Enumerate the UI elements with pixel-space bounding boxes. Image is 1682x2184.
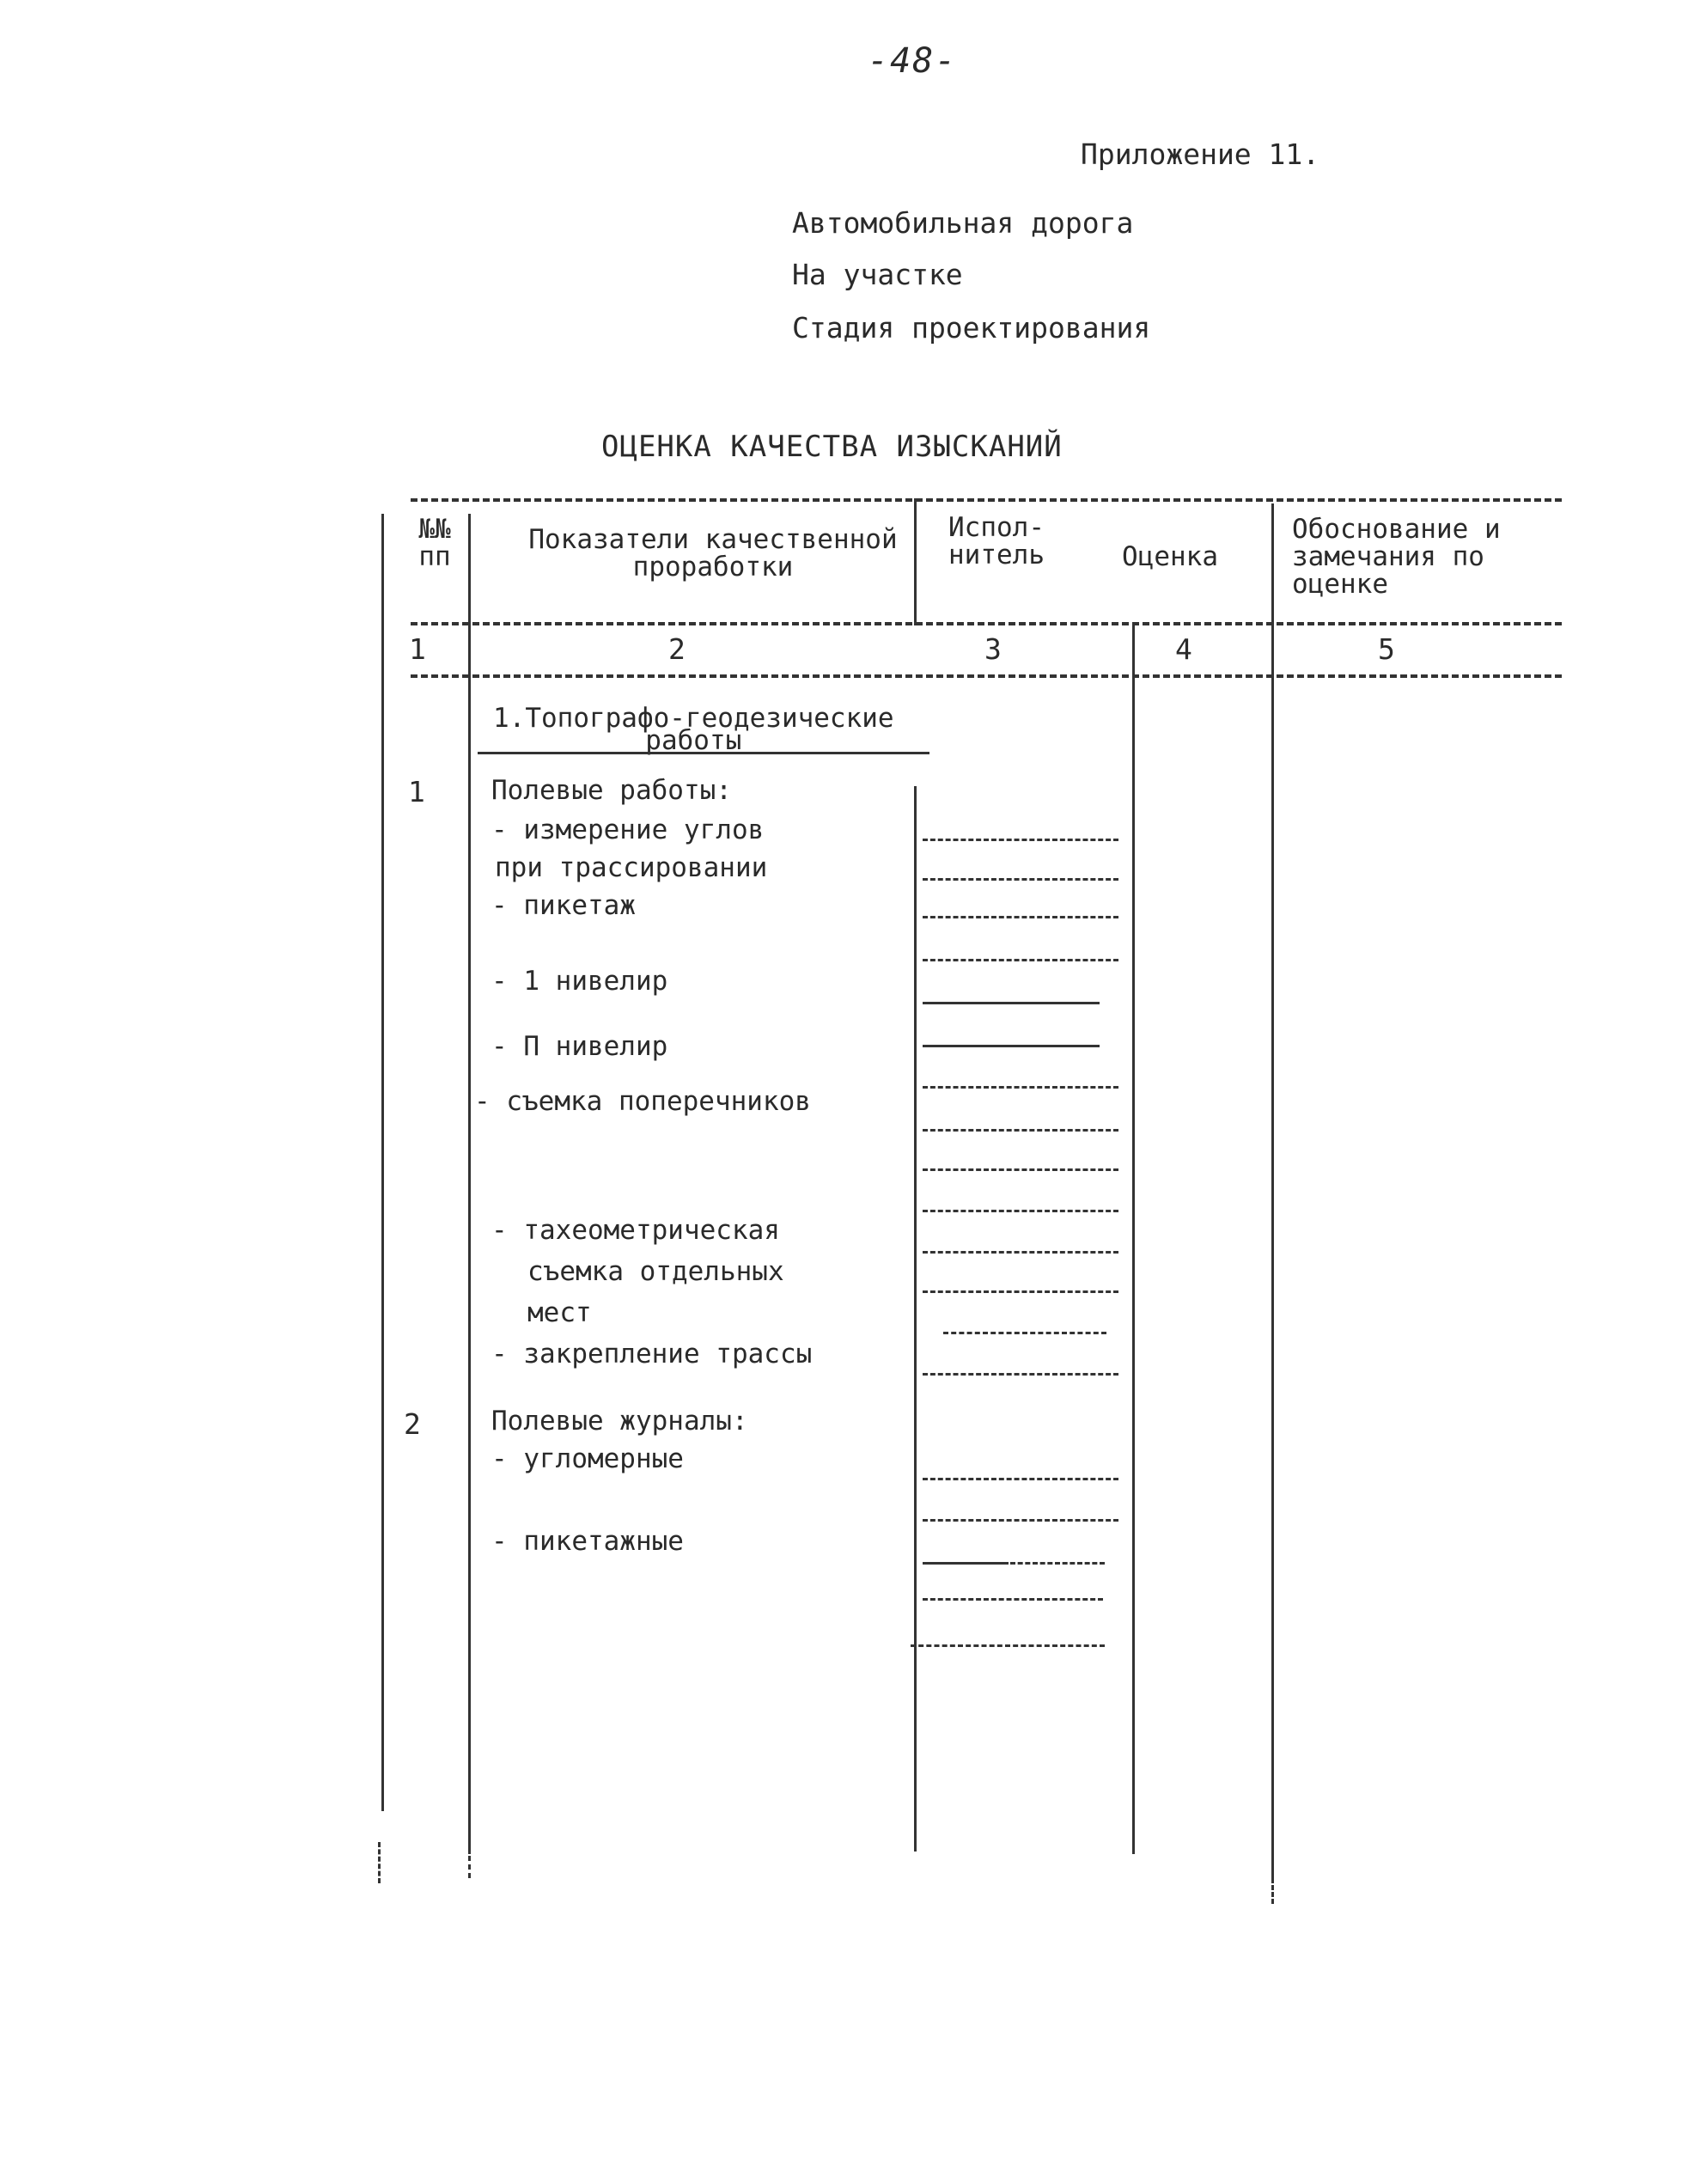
col4-divider [1271, 503, 1274, 1878]
performer-blank [923, 1478, 1118, 1480]
margin-mark [468, 1856, 471, 1878]
road-label: Автомобильная дорога [792, 206, 1134, 240]
performer-blank [923, 916, 1118, 918]
col1-header-line1: №№ [418, 514, 451, 545]
section-title-underline [478, 752, 929, 754]
list-item: Полевые журналы: [491, 1406, 748, 1437]
performer-blank [923, 1129, 1118, 1132]
list-item: при трассировании [495, 852, 768, 883]
col4-index: 4 [1175, 632, 1192, 666]
performer-blank [923, 1168, 1118, 1171]
list-item: - угломерные [491, 1443, 684, 1474]
table-top-rule [411, 498, 1562, 502]
performer-blank [923, 1045, 1100, 1047]
stage-label: Стадия проектирования [792, 311, 1151, 345]
list-item: - П нивелир [491, 1031, 668, 1062]
list-item: - закрепление трассы [491, 1339, 813, 1370]
performer-blank [923, 1002, 1100, 1004]
list-item: съемка отдельных [527, 1256, 784, 1287]
col2-header-line1: Показатели качественной [528, 524, 898, 555]
section-title [493, 703, 894, 756]
section-title-line2: работы [645, 725, 742, 756]
performer-blank [923, 878, 1118, 881]
col1-divider [468, 514, 471, 1854]
performer-blank [923, 1373, 1118, 1376]
performer-blank [923, 1251, 1118, 1254]
col2-divider [914, 786, 917, 1852]
performer-blank [923, 1086, 1118, 1089]
list-item: - съемка поперечников [474, 1086, 811, 1117]
col3-header-line2: нитель [948, 540, 1045, 570]
col2-index: 2 [668, 632, 686, 666]
section-label: На участке [792, 258, 963, 291]
list-item: - пикетажные [491, 1526, 684, 1557]
performer-blank [923, 1290, 1118, 1293]
col5-header [1292, 515, 1501, 598]
index-row-bottom-rule [411, 674, 1562, 678]
margin-mark [1271, 1878, 1274, 1904]
row-number: 2 [404, 1407, 421, 1441]
performer-blank [911, 1644, 1105, 1647]
list-item: - пикетаж [491, 890, 636, 921]
col3-divider [1132, 624, 1135, 1854]
page-number: -48- [868, 41, 958, 81]
list-item: Полевые работы: [491, 775, 732, 806]
performer-blank [943, 1332, 1106, 1334]
col3-header [948, 514, 1045, 569]
list-item: - тахеометрическая [491, 1215, 780, 1246]
col1-header [409, 515, 460, 570]
col1-index: 1 [409, 632, 426, 666]
list-item: - 1 нивелир [491, 966, 668, 997]
col3-index: 3 [984, 632, 1002, 666]
col4-header-line1: Оценка [1122, 541, 1218, 572]
appendix-label: Приложение 11. [1081, 137, 1320, 171]
performer-blank [923, 1519, 1118, 1522]
col2-header-line2: проработки [632, 552, 794, 583]
section-title-line1: 1.Топографо-геодезические [493, 703, 894, 734]
col1-header-line2: пп [418, 541, 451, 572]
col5-header-line2: замечания по [1292, 541, 1484, 572]
col4-header [1122, 543, 1218, 570]
row-number: 1 [408, 775, 425, 808]
performer-blank [923, 1598, 1103, 1601]
list-item: - измерение углов [491, 814, 765, 845]
performer-blank [1010, 1562, 1105, 1565]
margin-mark [378, 1842, 381, 1883]
list-item: мест [527, 1297, 592, 1328]
col5-index: 5 [1378, 632, 1395, 666]
table-left-border [381, 514, 384, 1811]
performer-blank [923, 1562, 1009, 1565]
col5-header-line1: Обоснование и [1292, 514, 1501, 545]
performer-blank [923, 839, 1118, 841]
document-title: ОЦЕНКА КАЧЕСТВА ИЗЫСКАНИЙ [601, 430, 1063, 464]
col5-header-line3: оценке [1292, 569, 1388, 600]
performer-blank [923, 959, 1118, 961]
header-bottom-rule [411, 622, 1562, 625]
col2-header [507, 526, 919, 581]
performer-blank [923, 1210, 1118, 1212]
col3-header-line1: Испол- [948, 512, 1045, 543]
